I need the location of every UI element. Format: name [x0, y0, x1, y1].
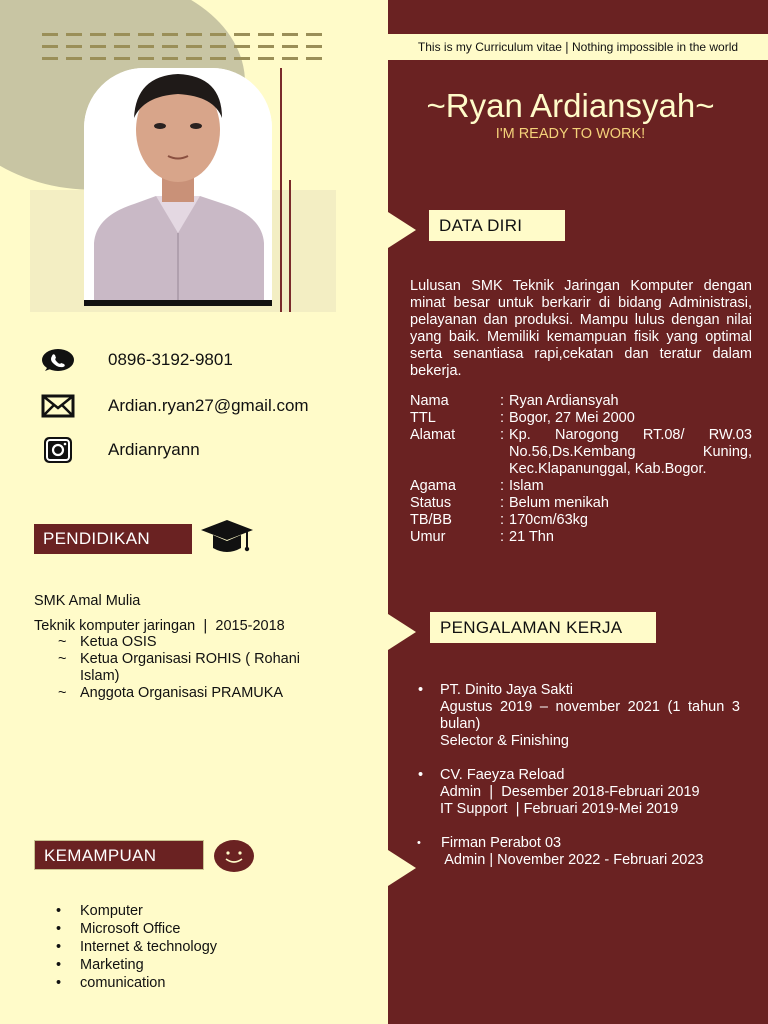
decorative-line — [280, 68, 282, 312]
education-activities-list — [34, 634, 324, 702]
personal-value: Ryan Ardiansyah — [509, 393, 619, 409]
mail-icon — [40, 391, 76, 421]
section-title-data-diri: DATA DIRI — [429, 210, 565, 241]
person-name: ~Ryan Ardiansyah~ — [426, 87, 715, 124]
graduation-cap-icon — [200, 516, 254, 563]
list-item: ~ Anggota Organisasi PRAMUKA — [34, 685, 324, 702]
experience-period: IT Support ❘Februari 2019-Mei 2019 — [440, 801, 679, 817]
experience-role: Selector & Finishing — [440, 733, 569, 749]
personal-label: TB/BB — [410, 512, 452, 528]
whatsapp-icon — [40, 345, 76, 375]
personal-row: Alamat : Kp. Narogong RT.08/ RW.03 No.56,Ds.Kembang Kuning, Kec.Klapanunggal, Kab.Bogor. — [410, 427, 752, 477]
experience-company: CV. Faeyza Reload — [440, 767, 565, 783]
personal-label: Nama — [410, 393, 449, 409]
decorative-dashes — [42, 33, 322, 36]
experience-company: Firman Perabot 03 — [441, 835, 562, 851]
personal-row: Agama : Islam — [410, 478, 752, 495]
personal-row: TTL : Bogor, 27 Mei 2000 — [410, 410, 752, 427]
school-major: Teknik komputer jaringan ❘ 2015-2018 — [34, 618, 285, 634]
list-item: • Marketing — [34, 956, 334, 974]
personal-row: Nama : Ryan Ardiansyah — [410, 393, 752, 410]
experience-item: • PT. Dinito Jaya Sakti Agustus 2019 – november 2021 (1 tahun 3 bulan) Selector & Finishing — [418, 682, 740, 749]
experience-period: Admin ❘ Desember 2018-Februari 2019 — [440, 784, 700, 800]
experience-period: Agustus 2019 – november 2021 (1 tahun 3 bulan) — [440, 699, 740, 732]
list-item: • Microsoft Office — [34, 920, 334, 938]
experience-item: • CV. Faeyza Reload Admin ❘ Desember 2018-Februari 2019 IT Support ❘Februari 2019-Mei 2019 — [440, 767, 740, 818]
contact-email-row — [40, 391, 309, 421]
personal-row: Status : Belum menikah — [410, 495, 752, 512]
personal-data-table — [410, 393, 752, 546]
personal-value: Belum menikah — [509, 495, 609, 511]
section-arrow — [388, 212, 416, 248]
personal-value: Kp. Narogong RT.08/ RW.03 No.56,Ds.Kembang Kuning, Kec.Klapanunggal, Kab.Bogor. — [509, 427, 752, 477]
section-arrow — [388, 850, 416, 886]
headline: I'M READY TO WORK! — [495, 126, 646, 142]
experience-period: Admin | November 2022 - Februari 2023 — [441, 852, 704, 868]
personal-row: TB/BB : 170cm/63kg — [410, 512, 752, 529]
personal-value: 21 Thn — [509, 529, 554, 545]
phone-number: 0896-3192-9801 — [108, 350, 233, 369]
contact-phone-row — [40, 345, 233, 375]
personal-label: Alamat — [410, 427, 456, 443]
person-portrait-image — [84, 68, 272, 306]
personal-label: Status — [410, 495, 452, 511]
list-item: ~ Ketua Organisasi ROHIS ( Rohani Islam) — [34, 651, 324, 685]
decorative-dashes — [42, 45, 322, 48]
section-title-pendidikan: PENDIDIKAN — [34, 524, 192, 554]
smiley-icon — [213, 838, 255, 879]
email-address[interactable]: Ardian.ryan27@gmail.com — [108, 396, 309, 415]
list-item: • Komputer — [34, 902, 334, 920]
tagline: This is my Curriculum vitae❘Nothing impossible in the world — [388, 34, 768, 60]
instagram-icon — [40, 435, 76, 465]
school-name: SMK Amal Mulia — [34, 593, 141, 609]
section-title-kemampuan: KEMAMPUAN — [34, 840, 204, 870]
personal-label: Agama — [410, 478, 456, 494]
profile-photo — [84, 68, 272, 306]
list-item: • comunication — [34, 974, 334, 992]
list-item: • Internet & technology — [34, 938, 334, 956]
experience-company: PT. Dinito Jaya Sakti — [440, 682, 573, 698]
personal-value: Islam — [509, 478, 544, 494]
instagram-handle[interactable]: Ardianryann — [108, 440, 200, 459]
section-arrow — [388, 614, 416, 650]
decorative-dashes — [42, 57, 322, 60]
list-item: ~ Ketua OSIS — [34, 634, 324, 651]
section-title-pengalaman-kerja: PENGALAMAN KERJA — [430, 612, 656, 643]
skills-list — [34, 902, 334, 992]
experience-item: • Firman Perabot 03 Admin | November 2022 - Februari 2023 — [441, 835, 741, 869]
personal-value: 170cm/63kg — [509, 512, 588, 528]
personal-label: TTL — [410, 410, 436, 426]
personal-label: Umur — [410, 529, 446, 545]
personal-row: Umur : 21 Thn — [410, 529, 752, 546]
decorative-line — [289, 180, 291, 312]
contact-instagram-row — [40, 435, 200, 465]
personal-value: Bogor, 27 Mei 2000 — [509, 410, 635, 426]
profile-summary: Lulusan SMK Teknik Jaringan Komputer dengan minat besar untuk berkarir di bidang Administrasi, pelayanan dan produksi. Mampu lulus dengan nilai yang baik. Memiliki kemampuan fisik yang optimal serta senantiasa rapi,cekatan dan teratur dalam bekerja. — [410, 278, 752, 379]
